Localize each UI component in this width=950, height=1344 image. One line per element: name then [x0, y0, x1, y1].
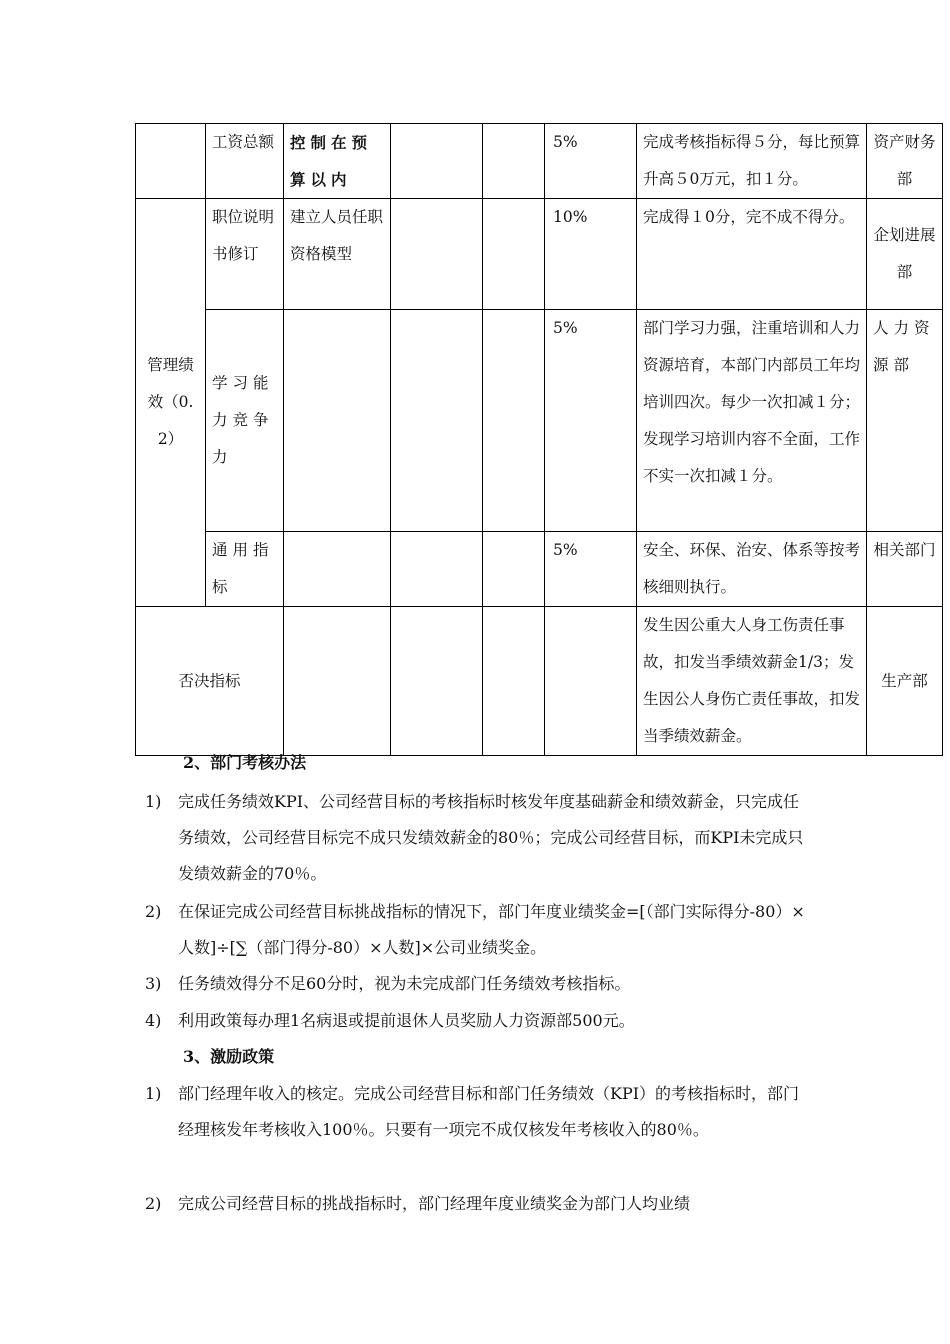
- responsible-dept-cell: 相关部门: [867, 532, 943, 607]
- blank-cell: [284, 310, 391, 532]
- scoring-rule-cell: 安全、环保、治安、体系等按考核细则执行。: [637, 532, 867, 607]
- list-item: [145, 966, 815, 1002]
- weight-cell: 5%: [545, 532, 637, 607]
- blank-cell: [545, 607, 637, 756]
- responsible-dept-cell: 企划进展部: [867, 199, 943, 310]
- table-row: [136, 124, 943, 199]
- indicator-name-cell: 职位说明书修订: [206, 199, 284, 310]
- indicator-name-cell: 通用指标: [206, 532, 284, 607]
- blank-cell: [483, 199, 545, 310]
- blank-cell: [483, 310, 545, 532]
- indicator-name-cell: 学习能力竞争力: [206, 310, 284, 532]
- table-row: [136, 199, 943, 310]
- list-item: [145, 894, 815, 966]
- responsible-dept-cell: 人力资源部: [867, 310, 943, 532]
- list-item-text: 任务绩效得分不足60分时，视为未完成部门任务绩效考核指标。: [178, 974, 631, 993]
- section-title-assessment-method: 2、部门考核办法: [183, 753, 307, 772]
- list-item: [145, 1076, 815, 1148]
- weight-cell: 5%: [545, 124, 637, 199]
- blank-cell: [391, 532, 483, 607]
- target-cell: 建立人员任职资格模型: [284, 199, 391, 310]
- blank-cell: [391, 310, 483, 532]
- scoring-rule-cell: 部门学习力强，注重培训和人力资源培育，本部门内部员工年均培训四次。每少一次扣减１分；发现学习培训内容不全面，工作不实一次扣减１分。: [637, 310, 867, 532]
- list-item-number: 2): [145, 902, 162, 921]
- list-item-number: 3): [145, 974, 162, 993]
- veto-indicator-cell: 否决指标: [136, 607, 284, 756]
- blank-cell: [284, 607, 391, 756]
- list-item-number: 2): [145, 1194, 162, 1213]
- table-row: [136, 310, 943, 532]
- scoring-rule-cell: 发生因公重大人身工伤责任事故，扣发当季绩效薪金1/3；发生因公人身伤亡责任事故，扣发当季绩效薪金。: [637, 607, 867, 756]
- list-item: [145, 784, 815, 892]
- blank-cell: [483, 124, 545, 199]
- list-item-text: 完成公司经营目标的挑战指标时，部门经理年度业绩奖金为部门人均业绩: [178, 1194, 691, 1213]
- list-item: [145, 1186, 815, 1222]
- list-item-text: 完成任务绩效KPI、公司经营目标的考核指标时核发年度基础薪金和绩效薪金，只完成任务绩效，公司经营目标完不成只发绩效薪金的80％；完成公司经营目标，而KPI未完成只发绩效薪金的70％。: [178, 792, 804, 883]
- section-title-incentive-policy: 3、激励政策: [183, 1047, 275, 1066]
- table-row: [136, 532, 943, 607]
- blank-cell: [391, 124, 483, 199]
- blank-cell: [136, 124, 206, 199]
- scoring-rule-cell: 完成考核指标得５分，每比预算升高５0万元，扣１分。: [637, 124, 867, 199]
- target-cell: 控制在预算以内: [284, 124, 391, 199]
- list-item-text: 部门经理年收入的核定。完成公司经营目标和部门任务绩效（KPI）的考核指标时，部门经理核发年考核收入100％。只要有一项完不成仅核发年考核收入的80％。: [178, 1084, 800, 1139]
- list-item-text: 利用政策每办理1名病退或提前退休人员奖励人力资源部500元。: [178, 1011, 635, 1030]
- category-cell: 管理绩效（0.2）: [136, 199, 206, 607]
- weight-cell: 5%: [545, 310, 637, 532]
- list-item: [145, 1003, 815, 1039]
- table-row: [136, 607, 943, 756]
- responsible-dept-cell: 生产部: [867, 607, 943, 756]
- blank-cell: [391, 199, 483, 310]
- list-item-number: 4): [145, 1011, 162, 1030]
- blank-cell: [483, 532, 545, 607]
- blank-cell: [483, 607, 545, 756]
- list-item-text: 在保证完成公司经营目标挑战指标的情况下，部门年度业绩奖金=[（部门实际得分-80）×人数]÷[∑（部门得分-80）×人数]×公司业绩奖金。: [178, 902, 805, 957]
- weight-cell: 10%: [545, 199, 637, 310]
- kpi-assessment-table: [135, 123, 943, 756]
- list-item-number: 1): [145, 1084, 162, 1103]
- blank-cell: [391, 607, 483, 756]
- scoring-rule-cell: 完成得１0分，完不成不得分。: [637, 199, 867, 310]
- responsible-dept-cell: 资产财务部: [867, 124, 943, 199]
- indicator-name-cell: 工资总额: [206, 124, 284, 199]
- blank-cell: [284, 532, 391, 607]
- list-item-number: 1): [145, 792, 162, 811]
